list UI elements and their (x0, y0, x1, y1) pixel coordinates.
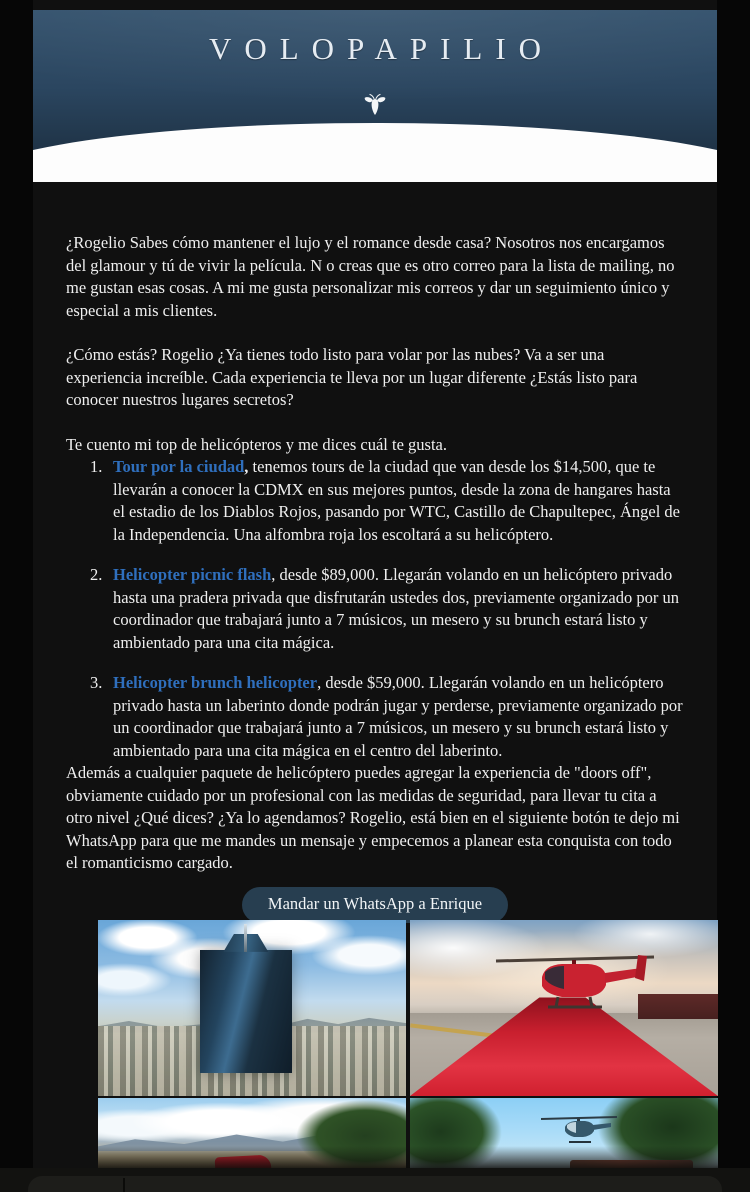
butterfly-icon (360, 90, 390, 118)
antenna-shape (244, 924, 247, 952)
list-item-description: desde $89,000. Llegarán volando en un helicóptero privado hasta una pradera privada que disfrutarán ustedes dos, previamente organizado por un coordinador que trabajará junto a 7 músicos, un mesero y su brunch estará listo y ambientado para una cita mágica. (113, 565, 679, 652)
list-item-text (113, 456, 684, 546)
list-item-text (113, 564, 684, 654)
photo-red-helicopter-carpet[interactable] (410, 920, 718, 1096)
list-separator: , (317, 673, 322, 692)
list-item-picnic-flash (90, 564, 684, 654)
brand-title: VOLOPAPILIO (208, 31, 555, 66)
list-item-tour-ciudad (90, 456, 684, 546)
bottom-sheet[interactable] (28, 1176, 722, 1192)
flying-helicopter-icon (539, 1111, 619, 1147)
list-item-description: desde $59,000. Llegarán volando en un helicóptero privado hasta un laberinto donde podrán jugar y perderse, previamente organizado por un coordinador que trabajará junto a 7 músicos, un mesero y su brunch estará listo y ambientado para una cita mágica en el centro del laberinto. (113, 673, 683, 760)
list-item-text (113, 672, 684, 762)
list-number: 3. (90, 673, 103, 692)
helicopter-options-list (90, 456, 684, 762)
intro-paragraph-1: ¿Rogelio Sabes cómo mantener el lujo y el romance desde casa? Nosotros nos encargamos del glamour y tú de vivir la película. N o creas que es otro correo para la lista de mailing, no me gustan esas cosas. A mi me gusta personalizar mis correos y dar un seguimiento único y especial a mis clientes. (66, 233, 675, 320)
tour-por-la-ciudad-link[interactable]: Tour por la ciudad (113, 457, 245, 476)
skyscraper-shape (200, 950, 292, 1073)
rooftops-shape (570, 1160, 693, 1168)
photo-cdmx-skyline[interactable] (98, 920, 406, 1096)
sheet-divider (123, 1178, 125, 1192)
cta-row (66, 887, 684, 923)
outro-paragraph: Además a cualquier paquete de helicóptero puedes agregar la experiencia de "doors off", obviamente cuidado por un profesional con las medidas de seguridad, para llevar tu cita a otro nivel ¿Qué dices? ¿Ya lo agendamos? Rogelio, está bien en el siguiente botón te dejo mi WhatsApp para que me mandes un mensaje y empecemos a planear esta conquista con todo el romanticismo cargado. (66, 763, 680, 872)
email-body (33, 0, 717, 1192)
intro-paragraph-3: Te cuento mi top de helicópteros y me dices cuál te gusta. (66, 434, 447, 454)
list-separator: , (271, 565, 276, 584)
email-content (33, 182, 717, 923)
whatsapp-button[interactable]: Mandar un WhatsApp a Enrique (242, 887, 508, 923)
intro-paragraph-2: ¿Cómo estás? Rogelio ¿Ya tienes todo listo para volar por las nubes? Va a ser una experiencia increíble. Cada experiencia te lleva por un lugar diferente ¿Estás listo para conocer nuestros lugares secretos? (66, 345, 638, 409)
photo-volcano-landscape[interactable] (98, 1098, 406, 1168)
list-number: 1. (90, 457, 103, 476)
list-separator: , (244, 457, 249, 476)
header-curve (33, 123, 717, 182)
list-number: 2. (90, 565, 103, 584)
email-header (33, 10, 717, 182)
photo-gallery (98, 920, 718, 1168)
list-item-description: tenemos tours de la ciudad que van desde los $14,500, que te llevarán a conocer la CDMX en sus mejores puntos, desde la zona de hangares hasta el estadio de los Diablos Rojos, pasando por WTC, Castillo de Chapultepec, Ángel de la Independencia. Una alfombra roja los escoltará a su helicóptero. (113, 457, 681, 544)
tree-shape (277, 1098, 406, 1168)
list-item-brunch-helicopter (90, 672, 684, 762)
tree-left-shape (410, 1098, 524, 1168)
red-helicopter-icon (490, 945, 660, 1023)
bottom-bar (0, 1168, 750, 1192)
helicopter-picnic-flash-link[interactable]: Helicopter picnic flash (113, 565, 272, 584)
red-helicopter-partial (215, 1155, 272, 1168)
helicopter-brunch-link[interactable]: Helicopter brunch helicopter (113, 673, 318, 692)
photo-helicopter-trees[interactable] (410, 1098, 718, 1168)
